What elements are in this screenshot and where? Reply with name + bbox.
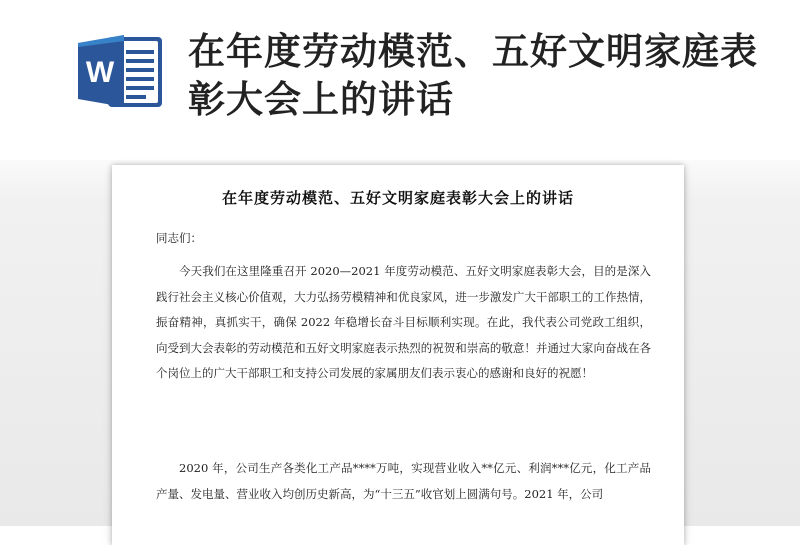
header [0,0,800,160]
document-page [112,165,684,545]
word-icon-letter: W [85,56,115,89]
page-title: 在年度劳动模范、五好文明家庭表彰大会上的讲话 [188,30,758,121]
word-document-icon [78,33,164,109]
paragraph: 今天我们在这里隆重召开 2020—2021 年度劳动模范、五好文明家庭表彰大会，目的是深入践行社会主义核心价值观，大力弘扬劳模精神和优良家风，进一步激发广大干部职工的工作热情，振奋精神，真抓实干，确保 2022 年稳增长奋斗目标顺利实现。在此，我代表公司党政工组织，向受到大会表彰的劳动模范和五好文明家庭表示热烈的祝贺和崇高的敬意！并通过大家向奋战在各个岗位上的广大干部职工和支持公司发展的家属朋友们表示衷心的感谢和良好的祝愿！ [156,264,651,380]
salutation: 同志们： [156,231,202,245]
paragraph: 2020 年，公司生产各类化工产品****万吨，实现营业收入**亿元、利润***亿元，化工产品产量、发电量、营业收入均创历史新高，为“十三五”收官划上圆满句号。2021 年，公司 [156,461,651,501]
document-title: 在年度劳动模范、五好文明家庭表彰大会上的讲话 [221,189,574,207]
